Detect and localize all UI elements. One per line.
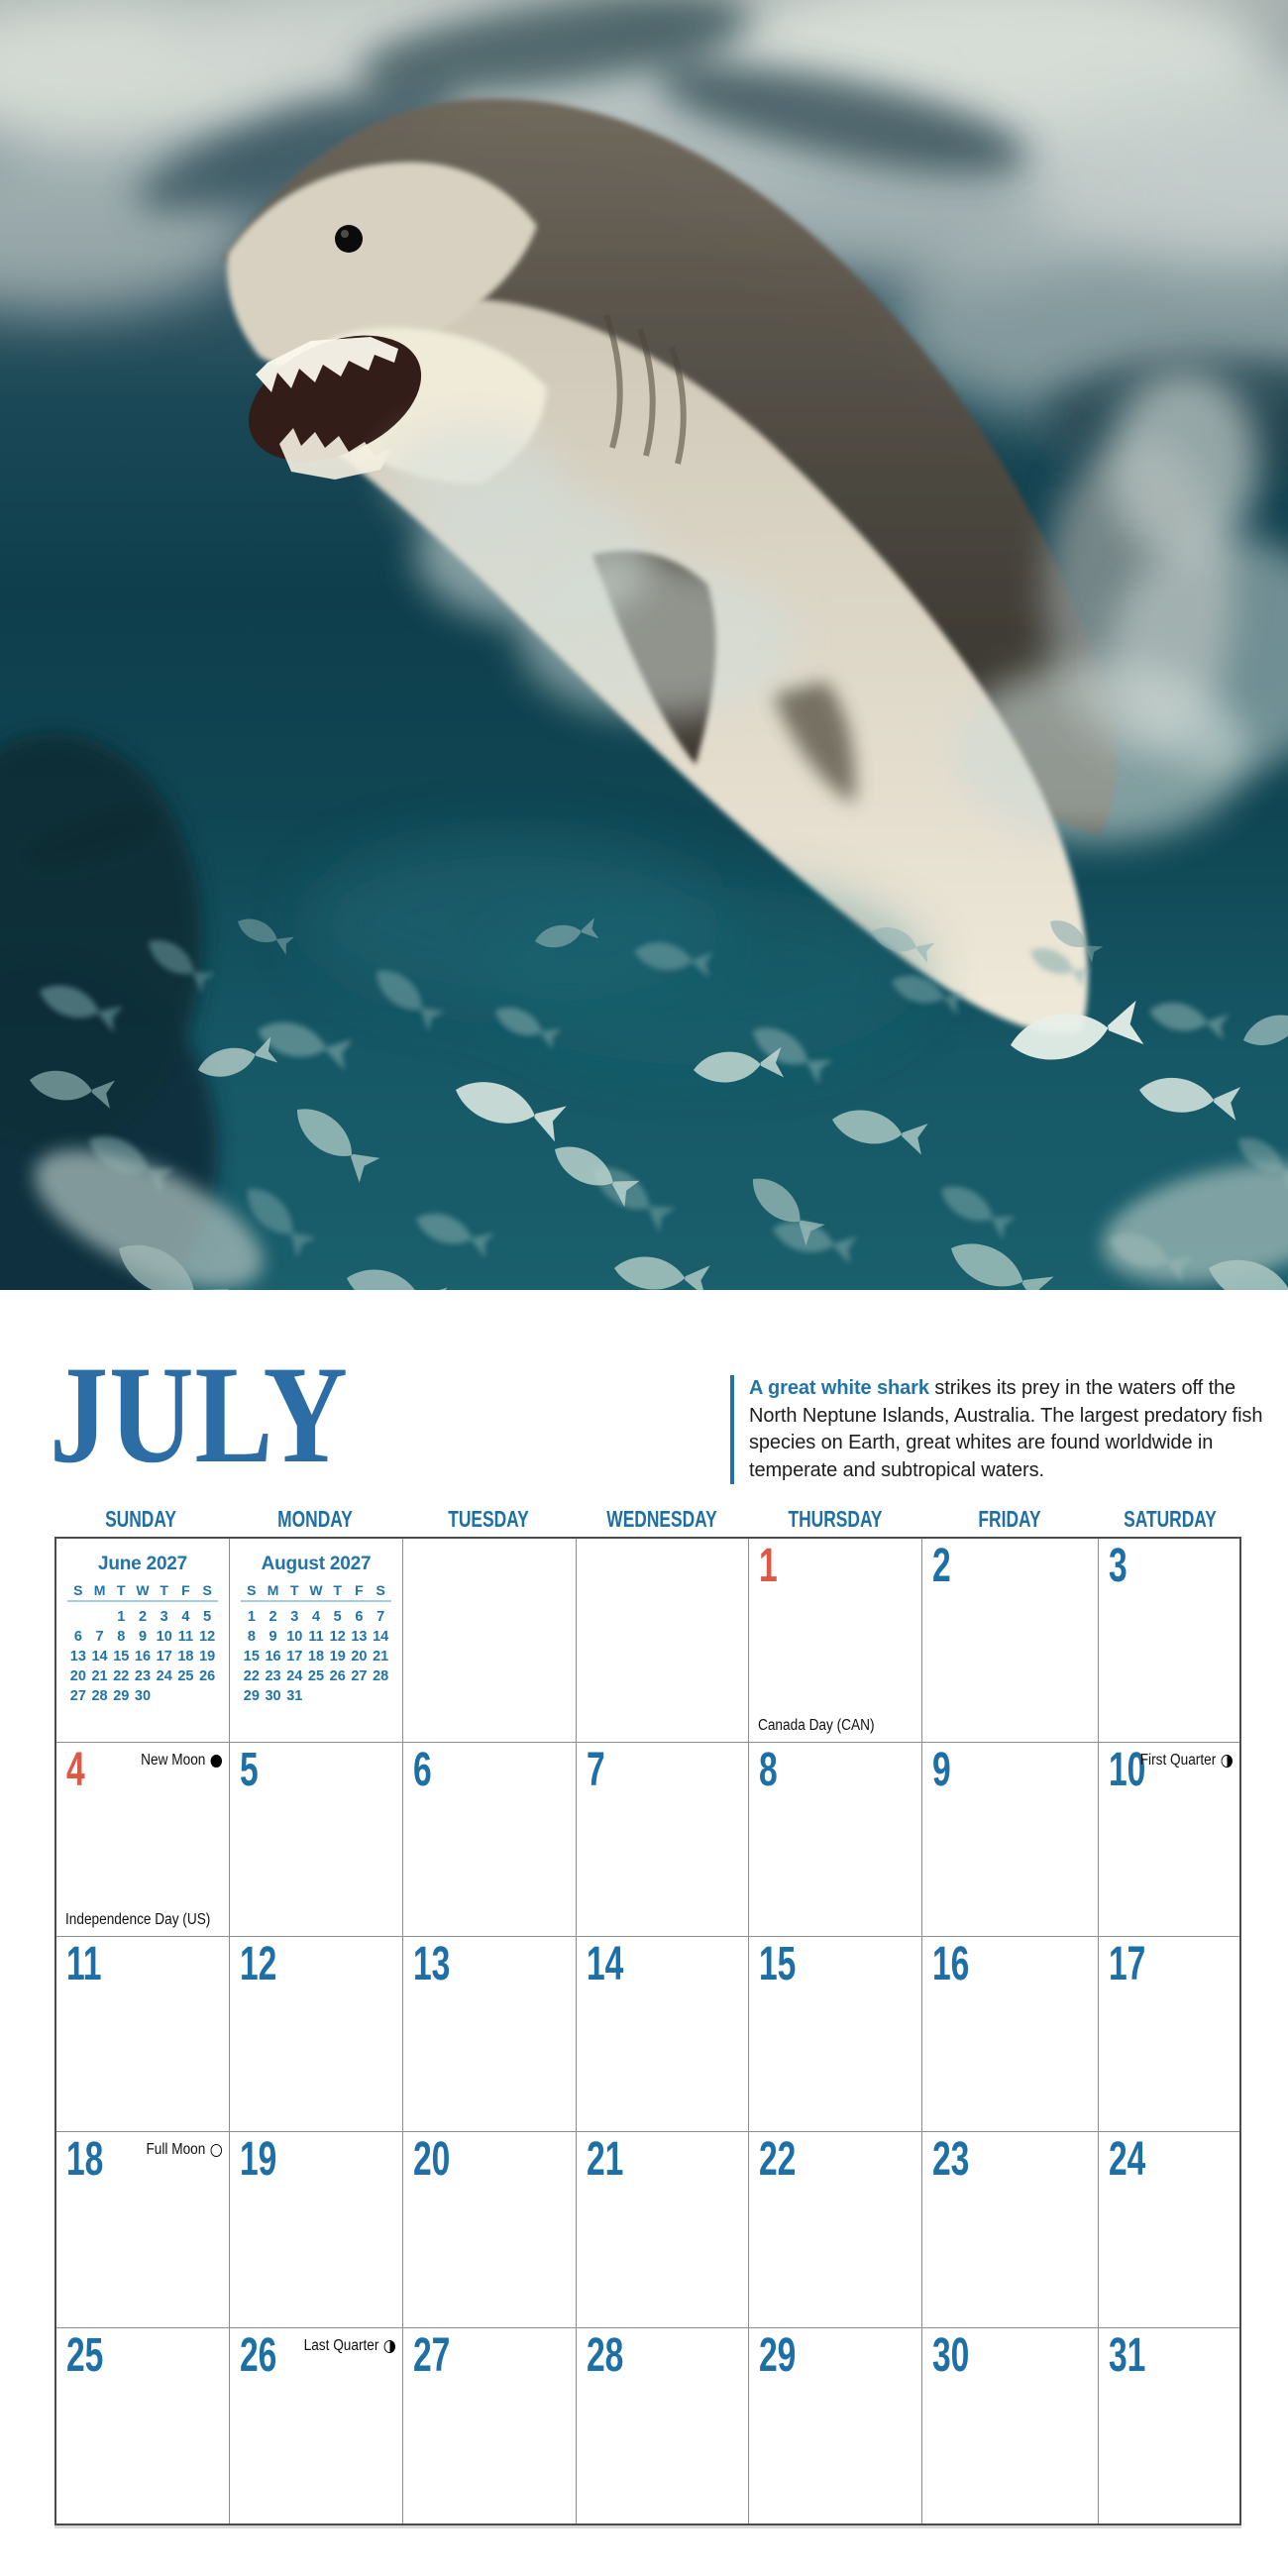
calendar-cell xyxy=(403,1743,577,1937)
mini-date: 4 xyxy=(311,1609,321,1625)
calendar-cell xyxy=(230,1937,403,2132)
mini-week-row xyxy=(67,1647,218,1666)
quarter-moon-icon xyxy=(1222,1755,1233,1768)
mini-date: 16 xyxy=(265,1649,281,1664)
date-number: 7 xyxy=(587,1744,605,1796)
moon-phase xyxy=(1140,1752,1233,1770)
mini-date: 20 xyxy=(69,1668,86,1684)
moon-label: New Moon xyxy=(141,1752,206,1769)
mini-calendar-previous-month xyxy=(67,1554,218,1706)
mini-date: 14 xyxy=(373,1629,389,1645)
mini-date: 8 xyxy=(117,1629,126,1645)
mini-date: 31 xyxy=(286,1688,303,1704)
mini-date xyxy=(196,1686,218,1706)
calendar-cell xyxy=(56,2132,230,2328)
mini-date xyxy=(67,1607,89,1627)
mini-date: 1 xyxy=(117,1609,126,1625)
holiday-label: Independence Day (US) xyxy=(65,1911,211,1928)
date-number: 31 xyxy=(1109,2329,1146,2382)
calendar-cell xyxy=(922,1539,1099,1743)
mini-date: 11 xyxy=(177,1629,194,1645)
date-number: 22 xyxy=(759,2133,797,2186)
date-number: 13 xyxy=(413,1938,451,1990)
full-moon-icon xyxy=(211,2144,222,2157)
calendar-cell xyxy=(56,2328,230,2523)
mini-date: 1 xyxy=(247,1609,256,1625)
mini-day-letter: T xyxy=(333,1582,342,1598)
calendar-cell xyxy=(749,1937,922,2132)
date-number: 20 xyxy=(413,2133,451,2186)
mini-date: 15 xyxy=(113,1649,130,1664)
mini-day-letter: T xyxy=(290,1582,299,1598)
mini-calendar-title: June 2027 xyxy=(97,1554,188,1574)
mini-day-letter: F xyxy=(181,1582,190,1598)
calendar-cell xyxy=(403,1937,577,2132)
date-number: 21 xyxy=(587,2133,624,2186)
calendar-cell xyxy=(922,1937,1099,2132)
calendar-cell xyxy=(403,1539,577,1743)
date-number: 15 xyxy=(759,1938,797,1990)
day-header-wednesday: WEDNESDAY xyxy=(606,1506,717,1532)
mini-day-letter: W xyxy=(136,1582,150,1598)
mini-date: 28 xyxy=(373,1668,389,1684)
calendar-cell xyxy=(403,2328,577,2523)
calendar-cell xyxy=(577,1937,749,2132)
date-number: 5 xyxy=(240,1744,259,1796)
mini-date: 23 xyxy=(134,1668,152,1684)
mini-date: 19 xyxy=(329,1649,346,1664)
mini-date: 22 xyxy=(243,1668,260,1684)
mini-week-row xyxy=(241,1666,391,1686)
calendar-cell xyxy=(749,2132,922,2328)
mini-date: 24 xyxy=(156,1668,172,1684)
mini-day-letter: M xyxy=(93,1582,106,1598)
mini-date: 9 xyxy=(138,1629,148,1645)
mini-date: 17 xyxy=(156,1649,172,1664)
mini-date: 16 xyxy=(134,1649,152,1664)
date-number: 16 xyxy=(932,1938,970,1990)
quarter-moon-icon xyxy=(384,2340,395,2353)
mini-day-letter: S xyxy=(247,1582,257,1598)
mini-day-letter: F xyxy=(355,1582,364,1598)
mini-date: 13 xyxy=(69,1649,86,1664)
mini-date xyxy=(349,1686,371,1706)
calendar-cell xyxy=(1099,1743,1239,1937)
day-header-sunday: SUNDAY xyxy=(105,1506,176,1532)
date-number: 9 xyxy=(932,1744,951,1796)
day-header-row xyxy=(0,1506,1288,1536)
date-number: 14 xyxy=(587,1938,624,1990)
mini-date: 30 xyxy=(134,1688,152,1704)
mini-date: 28 xyxy=(91,1688,108,1704)
mini-day-letter: S xyxy=(376,1582,385,1598)
date-number: 10 xyxy=(1109,1744,1146,1796)
mini-date xyxy=(175,1686,197,1706)
mini-date: 9 xyxy=(268,1629,277,1645)
date-number: 8 xyxy=(759,1744,778,1796)
mini-date: 26 xyxy=(329,1668,346,1684)
mini-week-row xyxy=(241,1647,391,1666)
mini-date: 21 xyxy=(373,1649,389,1664)
photo-caption xyxy=(730,1375,1272,1484)
mini-date: 6 xyxy=(355,1609,364,1625)
date-number: 12 xyxy=(240,1938,277,1990)
mini-week-row xyxy=(67,1627,218,1647)
mini-date xyxy=(89,1607,111,1627)
mini-week-row xyxy=(241,1686,391,1706)
mini-date: 14 xyxy=(91,1649,108,1664)
page-title: JULY xyxy=(50,1338,349,1492)
date-number: 1 xyxy=(759,1540,778,1592)
calendar-cell xyxy=(1099,1937,1239,2132)
mini-date: 30 xyxy=(265,1688,281,1704)
mini-date xyxy=(370,1686,391,1706)
mini-date: 20 xyxy=(351,1649,368,1664)
mini-date: 10 xyxy=(286,1629,303,1645)
date-number: 29 xyxy=(759,2329,797,2382)
day-header-thursday: THURSDAY xyxy=(788,1506,883,1532)
moon-label: First Quarter xyxy=(1139,1752,1217,1769)
mini-date: 22 xyxy=(113,1668,130,1684)
mini-date: 23 xyxy=(265,1668,281,1684)
mini-date xyxy=(305,1686,327,1706)
calendar-cell xyxy=(230,2328,403,2523)
mini-date: 2 xyxy=(268,1609,277,1625)
calendar-cell xyxy=(230,1539,403,1743)
day-header-tuesday: TUESDAY xyxy=(448,1506,529,1532)
moon-phase xyxy=(141,1752,222,1770)
mini-week-row xyxy=(67,1686,218,1706)
mini-date: 24 xyxy=(286,1668,303,1684)
mini-week-row xyxy=(67,1666,218,1686)
mini-day-letter: S xyxy=(73,1582,83,1598)
mini-calendar-title: August 2027 xyxy=(261,1554,372,1574)
mini-date: 5 xyxy=(333,1609,342,1625)
mini-week-row xyxy=(241,1607,391,1627)
date-number: 23 xyxy=(932,2133,970,2186)
moon-label: Full Moon xyxy=(146,2141,206,2158)
moon-phase xyxy=(146,2141,222,2159)
mini-date: 26 xyxy=(199,1668,216,1684)
date-number: 25 xyxy=(66,2329,104,2382)
calendar-cell xyxy=(577,1743,749,1937)
mini-day-letter: T xyxy=(117,1582,126,1598)
mini-calendar-next-month xyxy=(241,1554,391,1706)
calendar-cell xyxy=(749,1539,922,1743)
date-number: 2 xyxy=(932,1540,951,1592)
mini-date: 4 xyxy=(181,1609,190,1625)
mini-date: 6 xyxy=(73,1629,82,1645)
mini-date xyxy=(327,1686,349,1706)
mini-date: 25 xyxy=(177,1668,194,1684)
mini-date: 15 xyxy=(243,1649,260,1664)
calendar-cell xyxy=(922,2132,1099,2328)
mini-date: 18 xyxy=(307,1649,325,1664)
mini-date: 11 xyxy=(308,1629,324,1645)
date-number: 30 xyxy=(932,2329,970,2382)
mini-date: 29 xyxy=(113,1688,130,1704)
date-number: 3 xyxy=(1109,1540,1127,1592)
calendar-cell xyxy=(577,2132,749,2328)
calendar-cell xyxy=(56,1937,230,2132)
mini-date: 3 xyxy=(160,1609,168,1625)
mini-day-letter: M xyxy=(267,1582,279,1598)
calendar-grid xyxy=(54,1537,1241,2525)
mini-week-row xyxy=(241,1627,391,1647)
caption-lead: A great white shark xyxy=(749,1377,929,1399)
mini-week-row xyxy=(67,1607,218,1627)
holiday-label: Canada Day (CAN) xyxy=(758,1717,875,1734)
calendar-cell xyxy=(749,1743,922,1937)
calendar-cell xyxy=(230,2132,403,2328)
mini-date: 8 xyxy=(247,1629,256,1645)
mini-date: 13 xyxy=(351,1629,368,1645)
date-number: 19 xyxy=(240,2133,277,2186)
mini-date: 2 xyxy=(138,1609,148,1625)
date-number: 18 xyxy=(66,2133,104,2186)
caption-body: strikes its prey in the waters off the North Neptune Islands, Australia. The largest predatory fish species on Earth, great whites are found worldwide in temperate and subtropical waters. xyxy=(749,1377,1263,1481)
calendar-cell xyxy=(749,2328,922,2523)
mini-day-letter: W xyxy=(309,1582,323,1598)
day-header-saturday: SATURDAY xyxy=(1124,1506,1217,1532)
date-number: 6 xyxy=(413,1744,432,1796)
date-number: 26 xyxy=(240,2329,277,2382)
mini-day-letter: T xyxy=(160,1582,168,1598)
mini-date: 5 xyxy=(203,1609,212,1625)
calendar-cell xyxy=(56,1743,230,1937)
date-number: 24 xyxy=(1109,2133,1146,2186)
moon-label: Last Quarter xyxy=(303,2337,379,2354)
mini-date: 27 xyxy=(69,1688,86,1704)
mini-date: 17 xyxy=(286,1649,303,1664)
mini-date: 21 xyxy=(91,1668,108,1684)
mini-day-letters xyxy=(241,1582,391,1602)
mini-date: 27 xyxy=(351,1668,368,1684)
mini-date: 12 xyxy=(329,1629,346,1645)
calendar-cell xyxy=(577,2328,749,2523)
mini-date: 12 xyxy=(199,1629,216,1645)
mini-day-letter: S xyxy=(202,1582,212,1598)
calendar-cell xyxy=(230,1743,403,1937)
mini-date: 7 xyxy=(376,1609,385,1625)
mini-date: 29 xyxy=(243,1688,260,1704)
mini-date: 18 xyxy=(177,1649,194,1664)
date-number: 17 xyxy=(1109,1938,1146,1990)
calendar-cell xyxy=(1099,2328,1239,2523)
date-number: 4 xyxy=(66,1744,85,1796)
day-header-friday: FRIDAY xyxy=(978,1506,1041,1532)
mini-day-letters xyxy=(67,1582,218,1602)
mini-date: 10 xyxy=(156,1629,172,1645)
calendar-cell xyxy=(577,1539,749,1743)
mini-date: 3 xyxy=(290,1609,299,1625)
calendar-cell xyxy=(922,1743,1099,1937)
calendar-cell xyxy=(56,1539,230,1743)
new-moon-icon xyxy=(211,1755,222,1768)
mini-date: 19 xyxy=(199,1649,216,1664)
mini-date xyxy=(154,1686,175,1706)
date-number: 11 xyxy=(66,1938,102,1990)
calendar-cell xyxy=(1099,1539,1239,1743)
calendar-cell xyxy=(922,2328,1099,2523)
mini-date: 7 xyxy=(95,1629,104,1645)
mini-date: 25 xyxy=(307,1668,325,1684)
date-number: 28 xyxy=(587,2329,624,2382)
moon-phase xyxy=(303,2337,395,2355)
calendar-cell xyxy=(403,2132,577,2328)
calendar-cell xyxy=(1099,2132,1239,2328)
date-number: 27 xyxy=(413,2329,451,2382)
day-header-monday: MONDAY xyxy=(277,1506,353,1532)
